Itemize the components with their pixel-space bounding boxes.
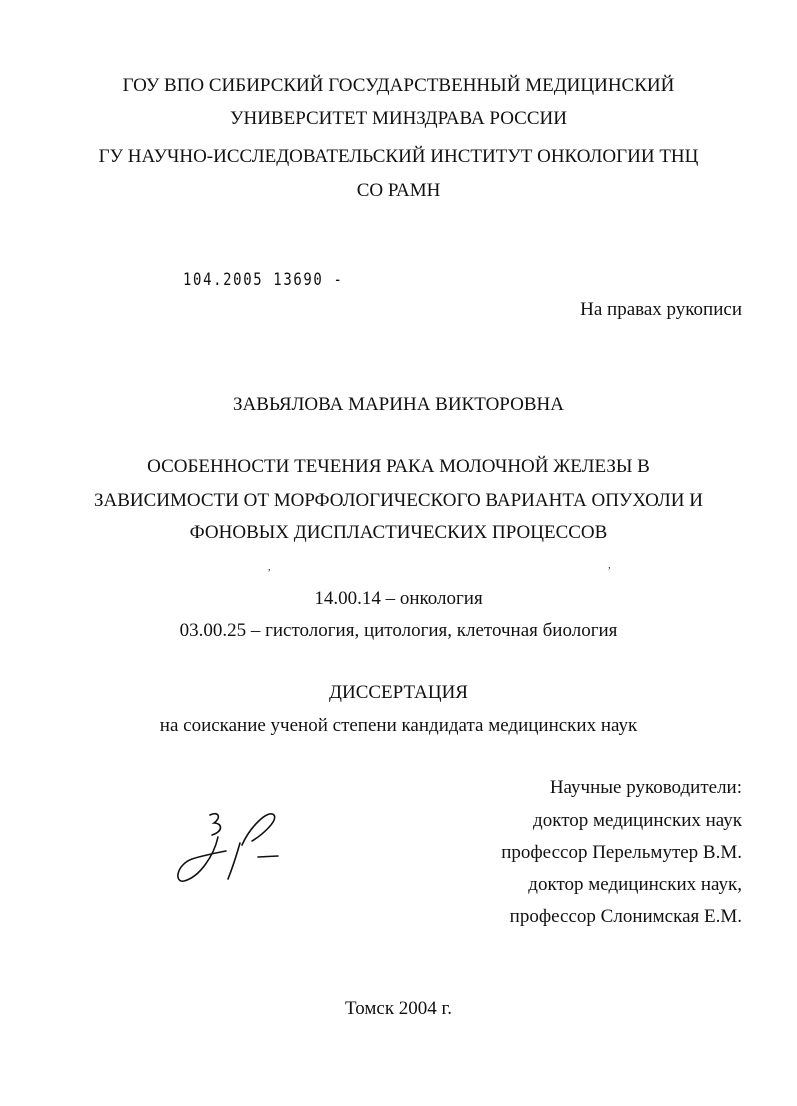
supervisors-heading: Научные руководители:: [549, 777, 742, 798]
header-line-2: УНИВЕРСИТЕТ МИНЗДРАВА РОССИИ: [230, 108, 567, 129]
handwritten-signature: [170, 805, 290, 890]
manuscript-note: На правах рукописи: [580, 299, 742, 320]
supervisor-1-name: профессор Перельмутер В.М.: [501, 842, 742, 863]
archive-stamp-number: 104.2005 13690 -: [183, 270, 344, 290]
supervisor-2-degree: доктор медицинских наук,: [528, 874, 742, 895]
title-line-2: ЗАВИСИМОСТИ ОТ МОРФОЛОГИЧЕСКОГО ВАРИАНТА ОПУХОЛИ И: [94, 490, 703, 511]
header-line-4: СО РАМН: [356, 180, 441, 201]
scan-speck: ,: [608, 559, 611, 571]
header-line-1: ГОУ ВПО СИБИРСКИЙ ГОСУДАРСТВЕННЫЙ МЕДИЦИНСКИЙ: [122, 75, 675, 96]
specialty-histology: 03.00.25 – гистология, цитология, клеточная биология: [179, 620, 618, 641]
supervisor-2-name: профессор Слонимская Е.М.: [509, 906, 742, 927]
title-line-1: ОСОБЕННОСТИ ТЕЧЕНИЯ РАКА МОЛОЧНОЙ ЖЕЛЕЗЫ В: [147, 456, 650, 477]
work-type: ДИССЕРТАЦИЯ: [329, 682, 468, 703]
city-year: Томск 2004 г.: [345, 998, 452, 1019]
header-line-3: ГУ НАУЧНО-ИССЛЕДОВАТЕЛЬСКИЙ ИНСТИТУТ ОНКОЛОГИИ ТНЦ: [98, 146, 699, 167]
scan-speck: ,: [268, 561, 271, 573]
specialty-oncology: 14.00.14 – онкология: [314, 588, 483, 609]
author-name: ЗАВЬЯЛОВА МАРИНА ВИКТОРОВНА: [233, 394, 564, 415]
supervisor-1-degree: доктор медицинских наук: [533, 810, 742, 831]
degree-statement: на соискание ученой степени кандидата медицинских наук: [159, 715, 638, 736]
title-line-3: ФОНОВЫХ ДИСПЛАСТИЧЕСКИХ ПРОЦЕССОВ: [189, 522, 608, 543]
